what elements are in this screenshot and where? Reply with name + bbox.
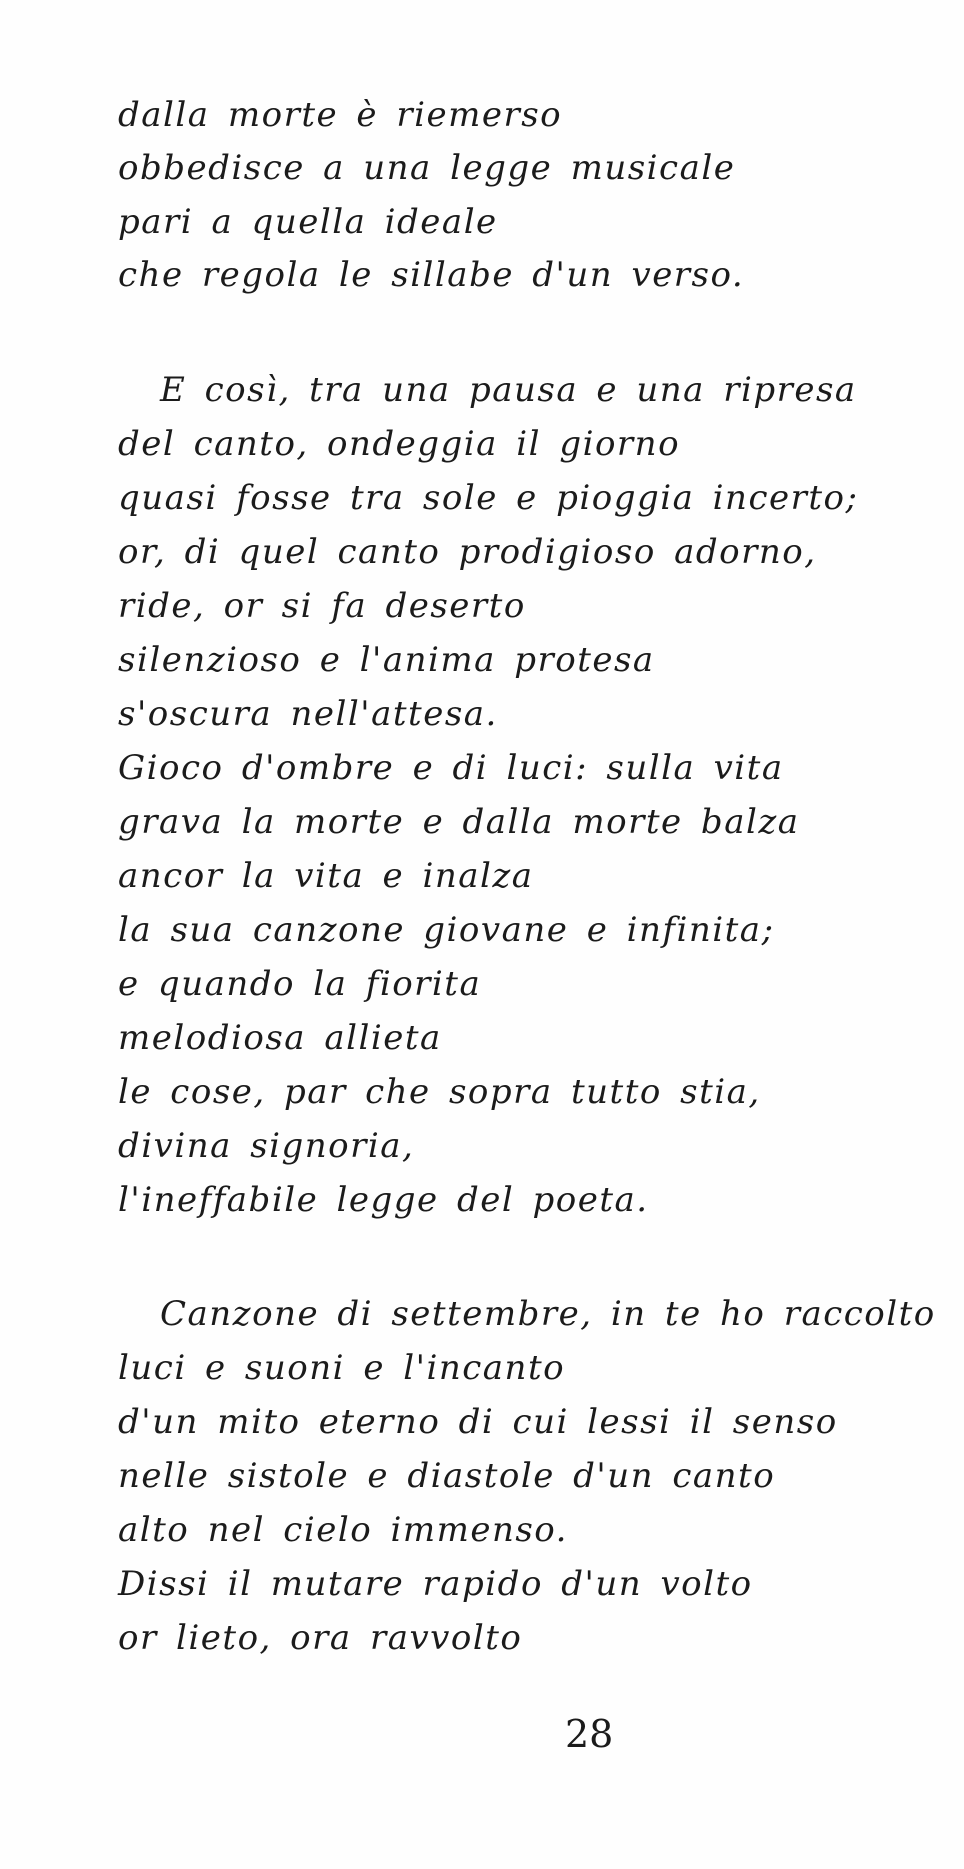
poem-line: quasi fosse tra sole e pioggia incerto; xyxy=(118,478,859,518)
poem-line: s'oscura nell'attesa. xyxy=(118,694,498,734)
poem-line: melodiosa allieta xyxy=(118,1018,442,1058)
poem-line: le cose, par che sopra tutto stia, xyxy=(118,1072,761,1112)
poem-line: E così, tra una pausa e una ripresa xyxy=(160,370,857,410)
page-number: 28 xyxy=(565,1712,614,1756)
poem-line: che regola le sillabe d'un verso. xyxy=(118,255,745,295)
poem-line: pari a quella ideale xyxy=(118,202,498,242)
poem-line: Dissi il mutare rapido d'un volto xyxy=(118,1564,753,1604)
poem-line: ancor la vita e inalza xyxy=(118,856,534,896)
poem-line: luci e suoni e l'incanto xyxy=(118,1348,566,1388)
poem-line: d'un mito eterno di cui lessi il senso xyxy=(118,1402,838,1442)
poem-line: l'ineffabile legge del poeta. xyxy=(118,1180,649,1220)
poem-line: obbedisce a una legge musicale xyxy=(118,148,736,188)
poem-line: e quando la fiorita xyxy=(118,964,482,1004)
poem-line: ride, or si fa deserto xyxy=(118,586,526,626)
poem-line: grava la morte e dalla morte balza xyxy=(118,802,800,842)
poem-line: dalla morte è riemerso xyxy=(118,95,563,135)
poem-line: Gioco d'ombre e di luci: sulla vita xyxy=(118,748,784,788)
poem-line: nelle sistole e diastole d'un canto xyxy=(118,1456,776,1496)
poem-line: silenzioso e l'anima protesa xyxy=(118,640,655,680)
poem-line: or, di quel canto prodigioso adorno, xyxy=(118,532,817,572)
poem-line: del canto, ondeggia il giorno xyxy=(118,424,681,464)
poem-line: Canzone di settembre, in te ho raccolto xyxy=(160,1294,936,1334)
poem-line: divina signoria, xyxy=(118,1126,415,1166)
poem-line: or lieto, ora ravvolto xyxy=(118,1618,523,1658)
poem-line: la sua canzone giovane e infinita; xyxy=(118,910,775,950)
poem-line: alto nel cielo immenso. xyxy=(118,1510,568,1550)
